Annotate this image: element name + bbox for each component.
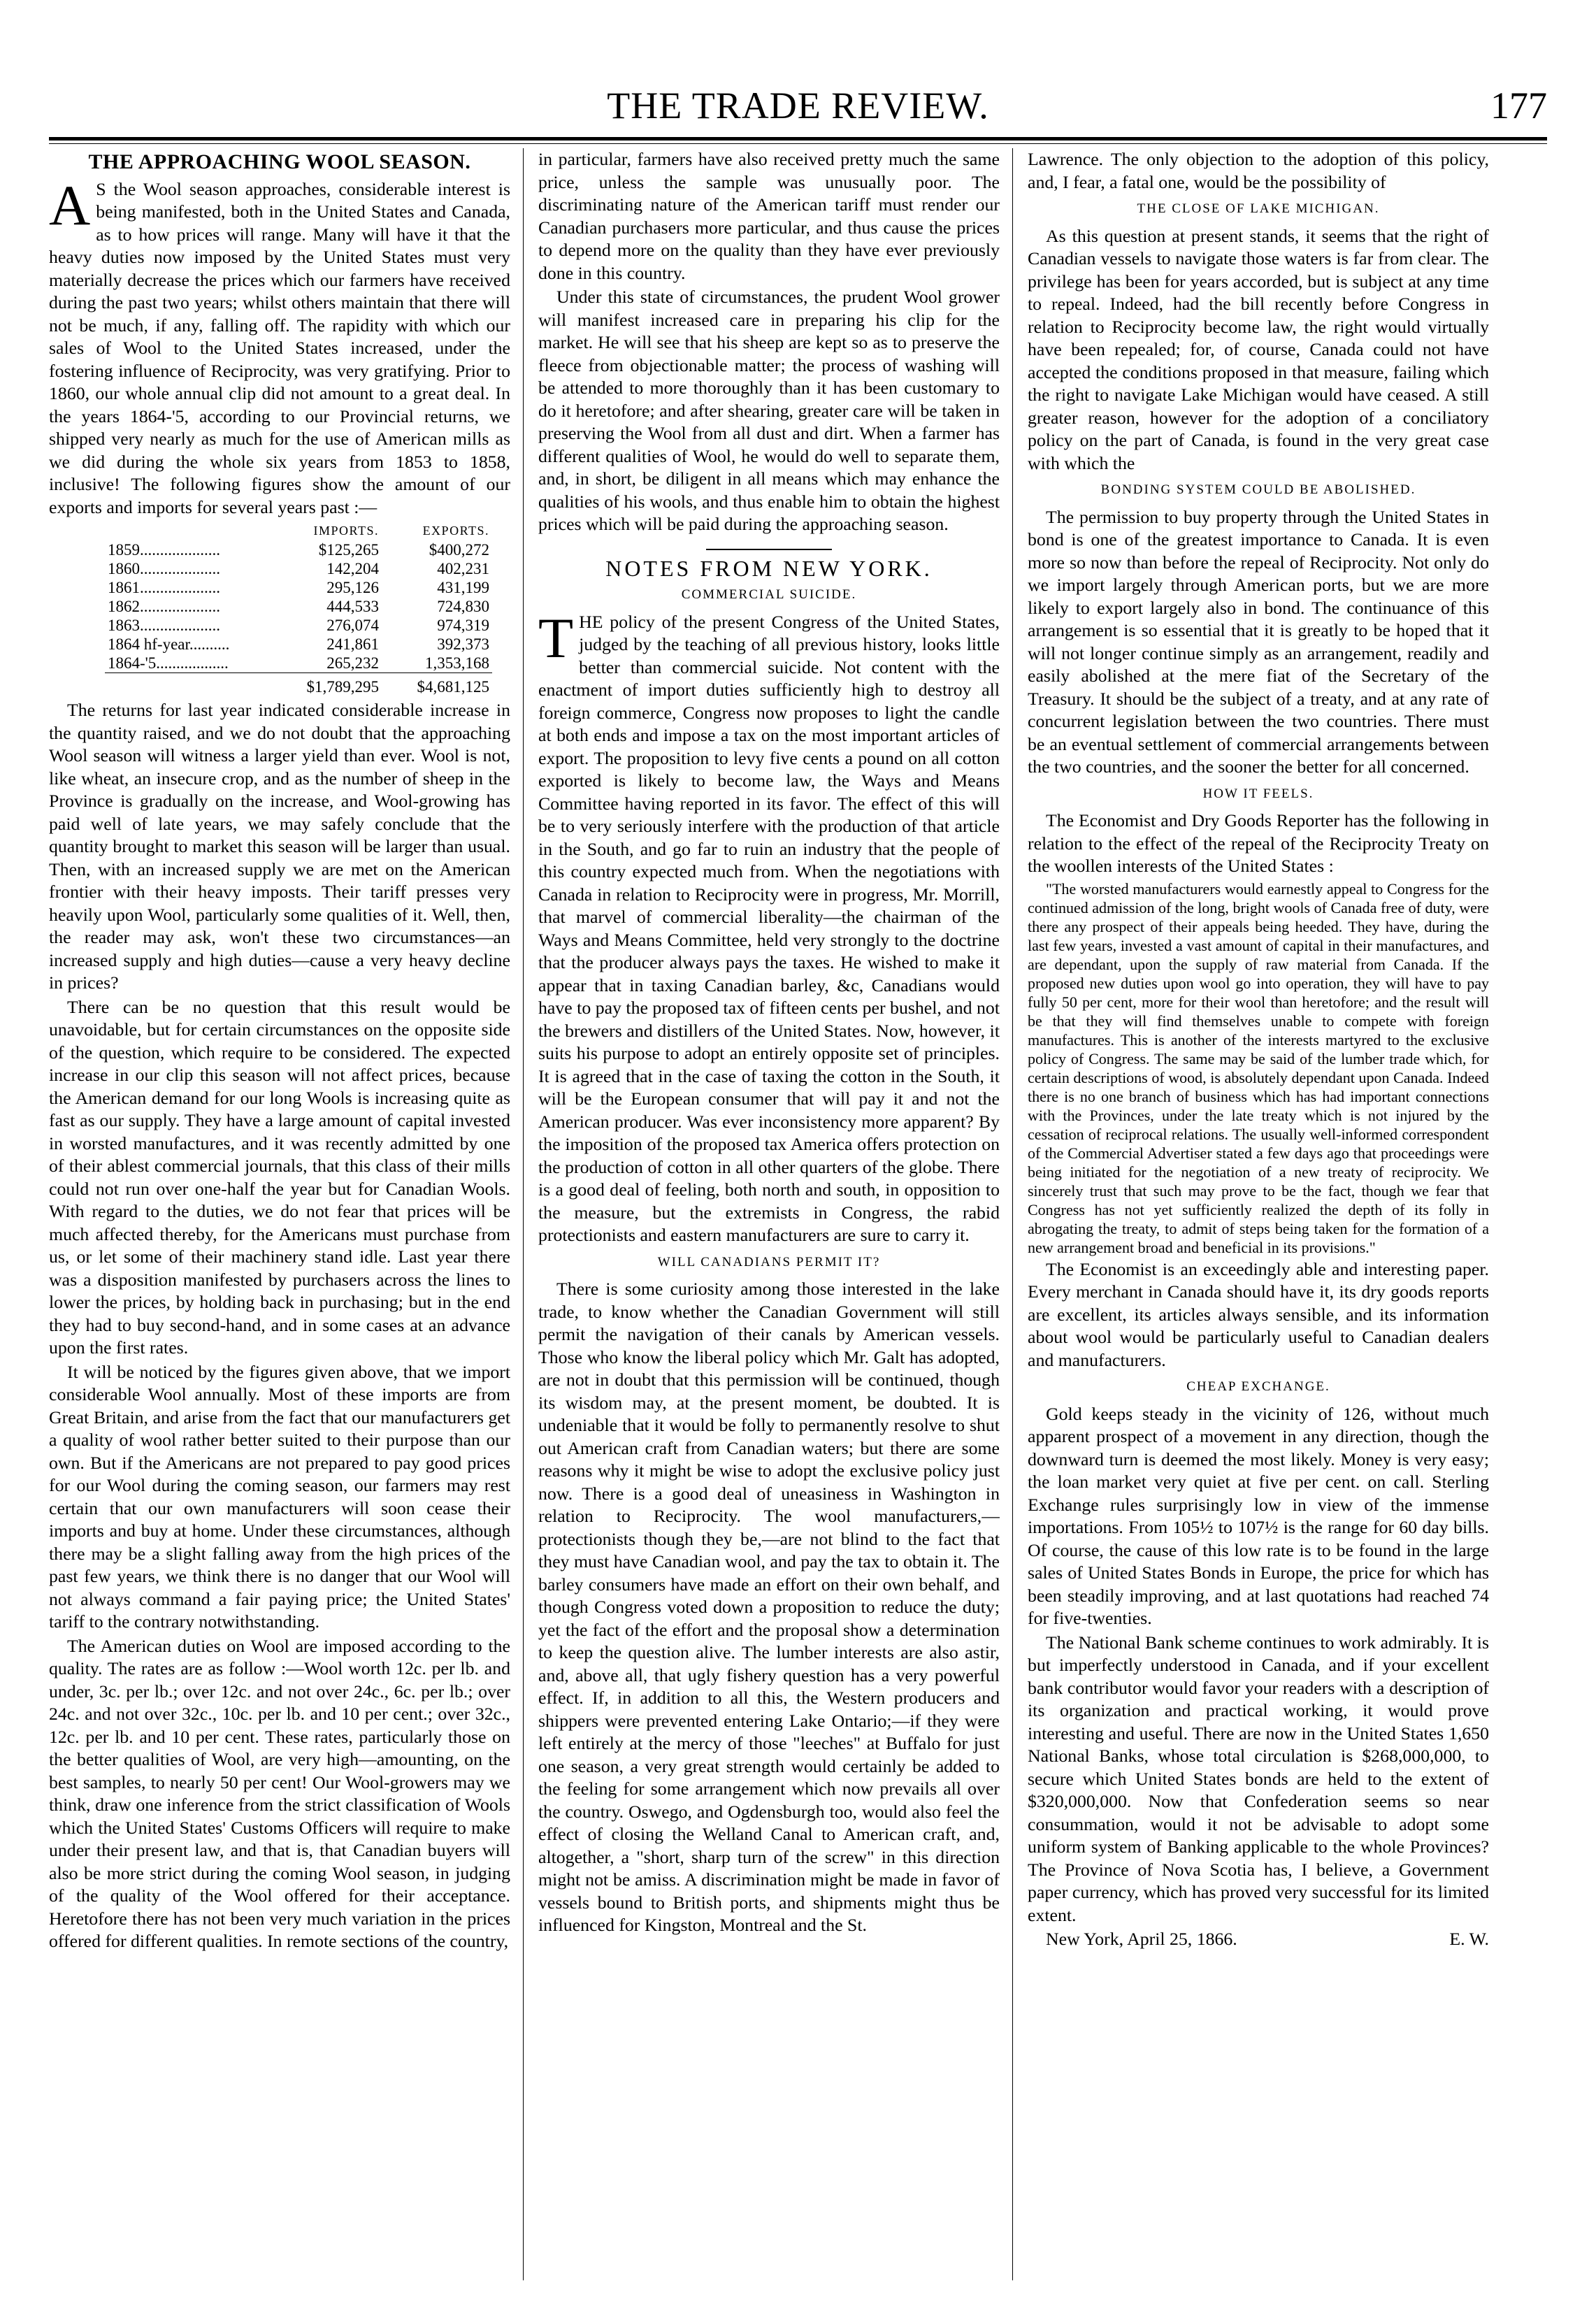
block-quote: "The worsted manufacturers would earnestly appeal to Congress for the continued admission of the long, bright wools of Canada free of duty, were there any prospect of their appeals being heeded. They have, during the last few years, invested a vast amount of capital in their manufactures, and are dependant, upon the supply of raw material from Canada. If the proposed new duties upon wool go into operation, they will have to pay fully 50 per cent, more for their wool than heretofore; and the result will be that they will find themselves unable to compete with foreign manufactures. This is another of the interests martyred to the exclusive policy of Congress. The same may be said of the lumber trade which, for certain descriptions of wood, is absolutely dependant upon Canada. Indeed there is no one branch of business which has had important connections with the Provinces, under the late treaty which is not injured by the cessation of reciprocal relations. The usually well-informed correspondent of the Commercial Advertiser stated a few days ago that proceedings were being initiated for the negotiation of a new treaty of reciprocity. We sincerely trust that such may prove to be the fact, though we fear that Congress has not yet sufficiently realized the depth of its folly in abrogating the treaty, to admit of steps being taken for the formation of a new arrangement broad and beneficial in its provisions." bbox=[1028, 879, 1489, 1256]
total-imports: $1,789,295 bbox=[271, 673, 382, 697]
page-header bbox=[49, 84, 1547, 133]
imports-cell: $125,265 bbox=[318, 541, 379, 559]
paragraph: The National Bank scheme continues to work admirably. It is but imperfectly understood in Canada, and if your excellent bank contributor would favor your readers with a description of its organization and practical working, it would prove interesting and useful. There are now in the United States 1,650 National Banks, whose total circulation is $268,000,000, to secure which United States bonds are held to the extent of $320,000,000. Now that Confederation seems so near consummation, would it not be advisable to adopt some uniform system of Banking applicable to the whole Provinces? The Province of Nova Scotia has, I believe, a Government paper currency, which has proved very successful for its limited extent. bbox=[1028, 1632, 1489, 1925]
paragraph: Lawrence. The only objection to the adoption of this policy, and, I fear, a fatal one, would be the possibility of bbox=[1028, 149, 1489, 192]
exports-header: EXPORTS. bbox=[422, 524, 489, 538]
year-cell: 1860.................... bbox=[108, 560, 220, 577]
table-row bbox=[105, 616, 492, 635]
page-number: 177 bbox=[1490, 85, 1547, 127]
column-2 bbox=[538, 148, 1000, 2287]
dateline-signature bbox=[1028, 1928, 1489, 1951]
exports-cell: 1,353,168 bbox=[425, 654, 489, 672]
paragraph: Gold keeps steady in the vicinity of 126, without much apparent prospect of a movement in any direction, though the downward turn is deemed the most likely. Money is very easy; the loan market very quiet at five per cent. on call. Sterling Exchange rules surprisingly low in view of the immense importations. From 105½ to 107½ is the range for 60 day bills. Of course, the cause of this low rate is to be found in the large sales of United States Bonds in Europe, the price for which has been steadily improving, and at last quotations had reached 74 for five-twenties. bbox=[1028, 1403, 1489, 1628]
table-row bbox=[105, 559, 492, 578]
paragraph: There can be no question that this result would be unavoidable, but for certain circumstances on the opposite side of the question, which require to be considered. The expected increase in our clip this season will not affect prices, because the American demand for our long Wools is increasing quite as fast as our supply. They have a large amount of capital invested in worsted manufactures, and it was recently admitted by one of their ablest commercial journals, that this class of their mills could not run over one-half the year but for Canadian Wools. With regard to the duties, we do not fear that prices will be much affected thereby, for the Americans must purchase from us, or let some of their machinery stand idle. Last year there was a disposition manifested by purchasers across the lines to lower the prices, by holding back in purchasing; but in the end they had to buy second-hand, and in some cases at an advance upon the first rates. bbox=[49, 996, 510, 1358]
subheading-cheap-exchange: CHEAP EXCHANGE. bbox=[1186, 1379, 1330, 1394]
column-divider bbox=[1012, 148, 1013, 2280]
table-total-row bbox=[105, 673, 492, 697]
subheading-will-canadians-permit: WILL CANADIANS PERMIT IT? bbox=[657, 1254, 881, 1269]
article-heading-notes-new-york: NOTES FROM NEW YORK. bbox=[605, 555, 933, 581]
imports-cell: 142,204 bbox=[326, 560, 379, 577]
dateline: New York, April 25, 1866. bbox=[1046, 1929, 1237, 1949]
signature: E. W. bbox=[1449, 1929, 1489, 1949]
imports-cell: 444,533 bbox=[326, 598, 379, 615]
year-cell: 1863.................... bbox=[108, 617, 220, 634]
header-rule-thick bbox=[49, 137, 1547, 141]
paragraph: As this question at present stands, it seems that the right of Canadian vessels to navigate those waters is far from clear. The privilege has been for years accorded, but is subject at any time to repeal. Indeed, had the bill recently before Congress in relation to Reciprocity become law, the right would virtually have been repealed; for, of course, Canada could not have accepted the conditions proposed in that measure, failing which the right to navigate Lake Michigan would have ceased. A still greater reason, however for the adoption of a conciliatory policy on the part of Canada, is found in the very great case with which the bbox=[1028, 225, 1489, 473]
exports-cell: 402,231 bbox=[437, 560, 489, 577]
subheading-close-lake-michigan: THE CLOSE OF LAKE MICHIGAN. bbox=[1137, 201, 1380, 216]
exports-cell: 392,373 bbox=[437, 635, 489, 653]
section-rule bbox=[706, 549, 832, 550]
paragraph: The Economist is an exceedingly able and interesting paper. Every merchant in Canada should have it, its dry goods reports are excellent, its articles always sensible, and its information about wool would be particularly useful to Canadian dealers and manufacturers. bbox=[1028, 1258, 1489, 1370]
table-row bbox=[105, 635, 492, 654]
paragraph: in particular, farmers have also received pretty much the same price, unless the sample was unusually poor. The discriminating nature of the American tariff must render our Canadian purchasers more particular, and thus cause the prices to depend more on the quality than they have ever previously done in this country. bbox=[538, 149, 1000, 283]
imports-header: IMPORTS. bbox=[313, 524, 379, 538]
column-1 bbox=[49, 148, 510, 2287]
exports-cell: $400,272 bbox=[429, 541, 489, 559]
imports-cell: 276,074 bbox=[326, 617, 379, 634]
table-row bbox=[105, 597, 492, 616]
table-row bbox=[105, 540, 492, 559]
paragraph: The American duties on Wool are imposed according to the quality. The rates are as follow :—Wool worth 12c. per lb. and under, 3c. per lb.; over 12c. and not over 24c., 6c. per lb.; over 24c. and not over 32c., 10c. per lb. and 10 per cent.; over 32c., 12c. per lb. and 10 per cent. These rates, particularly those on the better qualities of Wool, are very high—amounting, on the best samples, to nearly 50 per cent! Our Wool-growers may we think, draw one inference from the strict classification of Wools which the United States' Customs Officers will require to make under their present law, and that is, that Canadian buyers will also be more strict during the coming Wool season, in judging of the quality of the Wool offered for their acceptance. Heretofore there has not been very much variation in the prices offered for different qualities. In remote sections of the country, bbox=[49, 1635, 510, 1951]
table-header-row bbox=[105, 521, 492, 540]
paragraph: The Economist and Dry Goods Reporter has the following in relation to the effect of the repeal of the Reciprocity Treaty on the woollen interests of the United States : bbox=[1028, 810, 1489, 876]
imports-cell: 295,126 bbox=[326, 579, 379, 596]
year-cell: 1859.................... bbox=[108, 541, 220, 559]
subheading-how-it-feels: HOW IT FEELS. bbox=[1202, 786, 1314, 801]
paragraph: It will be noticed by the figures given above, that we import considerable Wool annually. Most of these imports are from Great Britain, and arise from the fact that our manufacturers get a quality of wool rather better suited to their purpose than our own. But if the Americans are not prepared to pay good prices for our Wool during the coming season, our farmers may rest certain that our own manufacturers will soon cease their imports and buy at home. Under these circumstances, although there may be a slight falling away from the high prices of the past few years, we think there is no danger that our Wool will not always command a fair paying price; the United States' tariff to the contrary notwithstanding. bbox=[49, 1361, 510, 1632]
column-divider bbox=[523, 148, 524, 2280]
exports-cell: 724,830 bbox=[437, 598, 489, 615]
paragraph: AS the Wool season approaches, considerable interest is being manifested, both in the United States and Canada, as to how prices will range. Many will have it that the heavy duties now imposed by the United States must very materially decrease the prices which our farmers have received during the past two years; whilst others maintain that there will not be much, if any, falling off. The rapidity with which our sales of Wool to the United States increased, under the fostering influence of Reciprocity, was very gratifying. Prior to 1860, our whole annual clip did not amount to a great deal. In the years 1864-'5, according to our Provincial returns, we shipped very nearly as much for the use of American mills as we did during the whole six years from 1853 to 1858, inclusive! The following figures show the amount of our exports and imports for several years past :— bbox=[49, 173, 510, 517]
year-cell: 1861.................... bbox=[108, 579, 220, 596]
paragraph: THE policy of the present Congress of the United States, judged by the teaching of all previous history, looks little better than commercial suicide. Not content with the enactment of import duties sufficiently high to destroy all foreign commerce, Congress now proposes to light the candle at both ends and impose a tax on the most important articles of export. The proposition to levy five cents a pound on all cotton exported is likely to become law, the Ways and Means Committee having reported in its favor. The effect of this will be to very seriously interfere with the production of that article in the South, and go far to ruin an industry that the people of this country expected much from. When the negotiations with Canada in relation to Reciprocity were in progress, Mr. Morrill, that marvel of commercial liberality—the chairman of the Ways and Means Committee, held very strongly to the doctrine that the producer always pays the taxes. He wished to make it appear that in taxing Canadian barley, &c, Canadians would have to pay the proposed tax of fifteen cents per bushel, and not the brewers and distillers of the United States. Now, however, it suits his purpose to adopt an entirely opposite set of principles. It is agreed that in the case of taxing the cotton in the South, it will be the European consumer that will pay it and not the American producer. Was ever inconsistency more apparent? By the imposition of the proposed tax America offers protection on the production of cotton in all other quarters of the globe. There is a good deal of feeling, both north and south, in opposition to the measure, but the extremists in Congress, the rabid protectionists and eastern manufacturers are sure to carry it. bbox=[538, 605, 1000, 1245]
article-heading-wool-season: THE APPROACHING WOOL SEASON. bbox=[88, 150, 471, 173]
subheading-commercial-suicide: COMMERCIAL SUICIDE. bbox=[681, 587, 857, 602]
imports-cell: 241,861 bbox=[326, 635, 379, 653]
exports-cell: 974,319 bbox=[437, 617, 489, 634]
imports-cell: 265,232 bbox=[326, 654, 379, 672]
subheading-bonding-system: BONDING SYSTEM COULD BE ABOLISHED. bbox=[1100, 482, 1416, 497]
imports-exports-table bbox=[105, 521, 492, 696]
total-exports: $4,681,125 bbox=[382, 673, 492, 697]
year-cell: 1864-'5.................. bbox=[108, 654, 229, 672]
exports-cell: 431,199 bbox=[437, 579, 489, 596]
publication-title: THE TRADE REVIEW. bbox=[607, 85, 989, 127]
year-cell: 1862.................... bbox=[108, 598, 220, 615]
table-row bbox=[105, 578, 492, 597]
paragraph: Under this state of circumstances, the prudent Wool grower will manifest increased care in preparing his clip for the market. He will see that his sheep are kept so as to preserve the fleece from objectionable matter; the process of washing will be attended to more thoroughly than it has been customary to do it heretofore; and after shearing, greater care will be taken in preserving the Wool from all dust and dirt. When a farmer has different qualities of Wool, he would do well to separate them, and, in short, be diligent in all means which may enhance the qualities of his wools, and thus enable him to obtain the highest prices which will be paid during the approaching season. bbox=[538, 287, 1000, 534]
column-3 bbox=[1028, 148, 1489, 2287]
paragraph: The returns for last year indicated considerable increase in the quantity raised, and we do not doubt that the approaching Wool season will witness a larger yield than ever. Wool is not, like wheat, an insecure crop, and as the number of sheep in the Province is gradually on the increase, and Wool-growing has paid well of late years, we may safely conclude that the quantity brought to market this season will be larger than usual. Then, with an increased supply we are met on the American frontier with their heavy imposts. Their tariff presses very heavily upon Wool, particularly some qualities of it. Well, then, the reader may ask, won't these two circumstances—an increased supply and high duties—cause a very heavy decline in prices? bbox=[49, 700, 510, 993]
year-cell: 1864 hf-year.......... bbox=[108, 635, 230, 653]
paragraph: There is some curiosity among those interested in the lake trade, to know whether the Canadian Government will still permit the navigation of their canals by American vessels. Those who know the liberal policy which Mr. Galt has adopted, are not in doubt that this permission will be continued, though its wisdom may, at the present moment, be doubted. It is undeniable that it would be folly to permanently resolve to shut out American craft from Canadian waters; but there are some reasons why it might be wise to adopt the exclusive policy just now. There is a good deal of uneasiness in Washington in relation to Reciprocity. The wool manufacturers,—protectionists though they be,—are not blind to the fact that they must have Canadian wool, and pay the tax to obtain it. The barley consumers have made an effort on their own behalf, and though Congress voted down a proposition to reduce the duty; yet the fact of the effort and the proposal show a determination to keep the question alive. The lumber interests are also astir, and, above all, that ugly fishery question has a very powerful effect. If, in addition to all this, the Western producers and shippers were prevented entering Lake Ontario;—if they were left entirely at the mercy of those "leeches" at Buffalo for just one season, a very great strength would certainly be added to the feeling for some arrangement which now prevails all over the country. Oswego, and Ogdensburgh too, would also feel the effect of closing the Welland Canal to American craft, and, altogether, a "short, sharp turn of the screw" in this direction might not be amiss. A discrimination might be made in favor of vessels bound to British ports, and shipments might thus be influenced for Kingston, Montreal and the St. bbox=[538, 1279, 1000, 1935]
table-row bbox=[105, 654, 492, 673]
header-rule-thin bbox=[49, 143, 1547, 144]
paragraph: The permission to buy property through the United States in bond is one of the greatest importance to Canada. It is even more so now than before the repeal of Reciprocity. Not only do we import largely through American ports, but we are more likely to export largely also in bond. The continuance of this arrangement is so essential that it is greatly to be hoped that it will not longer continue simply as an arrangement, readily and easily abolished at the mere fiat of the Secretary of the Treasury. It should be the subject of a treaty, and at any rate of concurrent legislation between the two countries. There must be an eventual settlement of commercial arrangements between the two countries, and the sooner the better for all concerned. bbox=[1028, 506, 1489, 777]
